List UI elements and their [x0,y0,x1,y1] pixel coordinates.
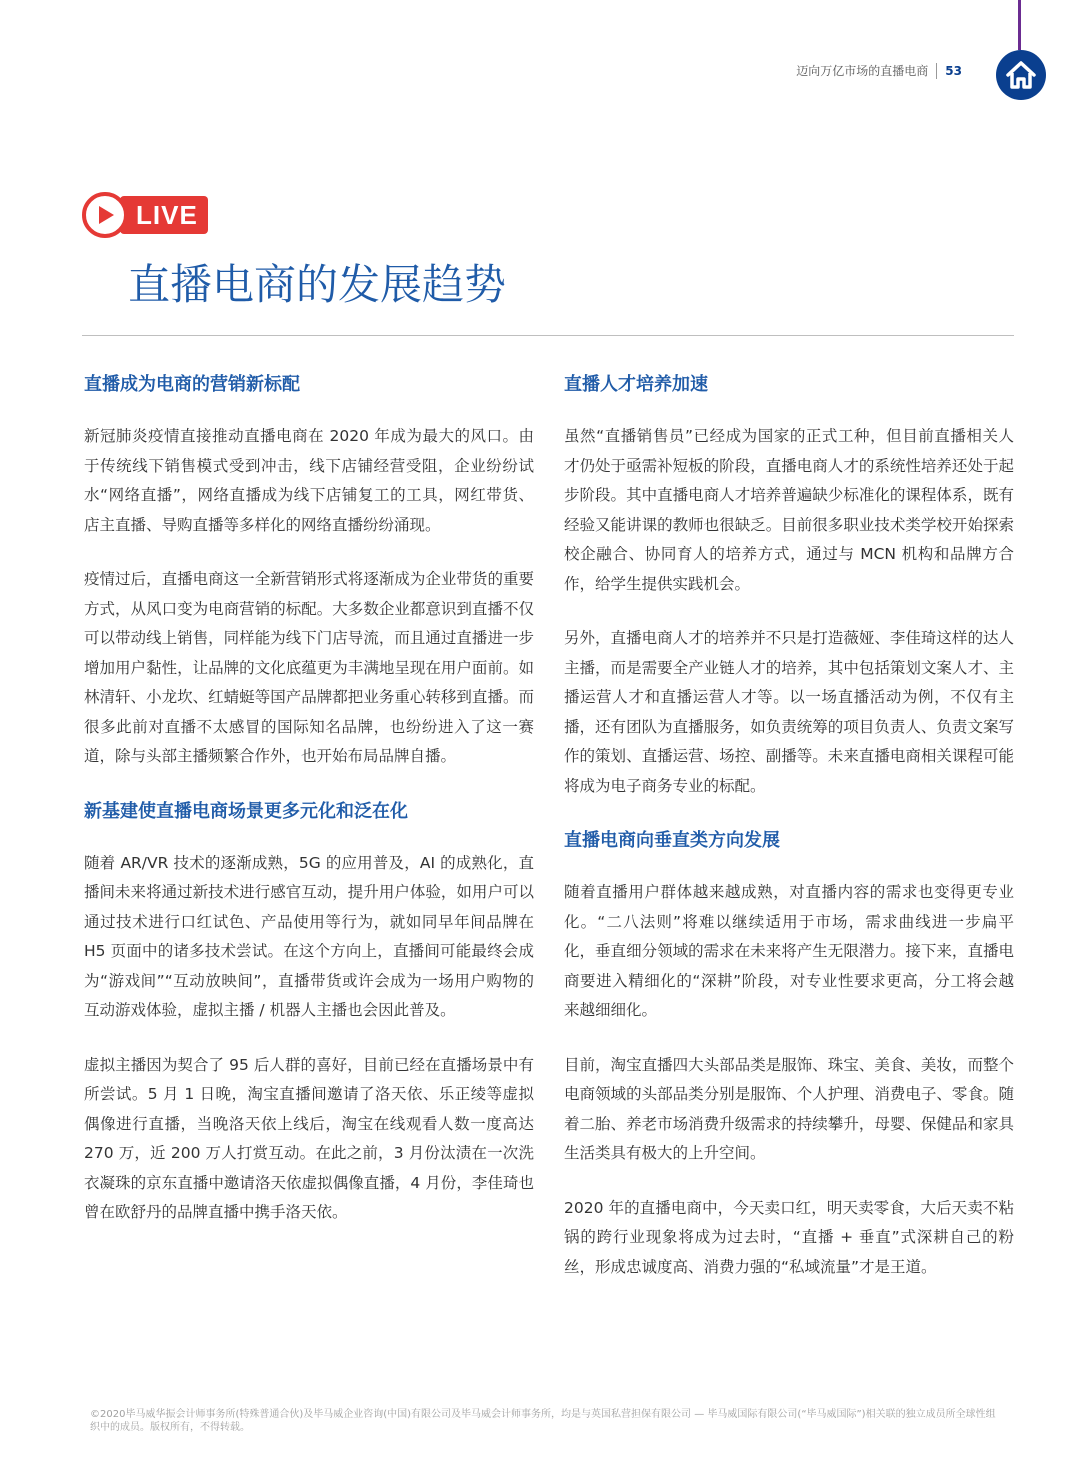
page-title: 直播电商的发展趋势 [128,260,507,309]
section-heading: 新基建使直播电商场景更多元化和泛在化 [84,800,408,822]
paragraph: 目前，淘宝直播四大头部品类是服饰、珠宝、美食、美妆，而整个电商领域的头部品类分别是服饰、个人护理、消费电子、零食。随着二胎、养老市场消费升级需求的持续攀升，母婴、保健品和家具生活类具有极大的上升空间。 [564,1055,1014,1162]
page-number: 53 [945,63,962,78]
paragraph: 2020 年的直播电商中，今天卖口红，明天卖零食，大后天卖不粘锅的跨行业现象将成为过去时，“直播 + 垂直”式深耕自己的粉丝，形成忠诚度高、消费力强的“私域流量”才是王道。 [564,1198,1014,1276]
section-heading: 直播电商向垂直类方向发展 [564,830,780,851]
paragraph: 疫情过后，直播电商这一全新营销形式将逐渐成为企业带货的重要方式，从风口变为电商营销的标配。大多数企业都意识到直播不仅可以带动线上销售，同样能为线下门店导流，而且通过直播进一步增加用户黏性，让品牌的文化底蕴更为丰满地呈现在用户面前。如林清轩、小龙坎、红蜻蜓等国产品牌都把业务重心转移到直播。而很多此前对直播不太感冒的国际知名品牌，也纷纷进入了这一赛道，除与头部主播频繁合作外，也开始布局品牌自播。 [84,570,534,765]
paragraph: 随着 AR/VR 技术的逐渐成熟，5G 的应用普及，AI 的成熟化，直播间未来将通过新技术进行感官互动，提升用户体验，如用户可以通过技术进行口红试色、产品使用等行为，就如同早年间品牌在 H5 页面中的诸多技术尝试。在这个方向上，直播间可能最终会成为“游戏间”“互动放映间”，直播带货或许会成为一场用户购物的互动游戏体验，虚拟主播 / 机器人主播也会因此普及。 [84,853,534,1019]
running-title: 迈向万亿市场的直播电商 [796,64,929,78]
home-button[interactable] [996,50,1046,100]
paragraph: 另外，直播电商人才的培养并不只是打造薇娅、李佳琦这样的达人主播，而是需要全产业链人才的培养，其中包括策划文案人才、主播运营人才和直播运营人才等。以一场直播活动为例，不仅有主播，还有团队为直播服务，如负责统筹的项目负责人、负责文案写作的策划、直播运营、场控、副播等。未来直播电商相关课程可能将成为电子商务专业的标配。 [564,629,1014,795]
live-badge [82,192,208,238]
left-column [84,370,534,1228]
section-heading: 直播人才培养加速 [564,374,708,395]
paragraph: 新冠肺炎疫情直接推动直播电商在 2020 年成为最大的风口。由于传统线下销售模式受到冲击，线下店铺经营受阻，企业纷纷试水“网络直播”，网络直播成为线下店铺复工的工具，网红带货、店主直播、导购直播等多样化的网络直播纷纷涌现。 [84,427,534,534]
play-icon [82,192,128,238]
home-icon [1004,58,1038,92]
paragraph: 虽然“直播销售员”已经成为国家的正式工种，但目前直播相关人才仍处于亟需补短板的阶段，直播电商人才的系统性培养还处于起步阶段。其中直播电商人才培养普遍缺少标准化的课程体系，既有经验又能讲课的教师也很缺乏。目前很多职业技术类学校开始探索校企融合、协同育人的培养方式，通过与 MCN 机构和品牌方合作，给学生提供实践机会。 [564,427,1014,593]
copyright-footer: ©2020毕马威华振会计师事务所(特殊普通合伙)及毕马威企业咨询(中国)有限公司及毕马威会计师事务所，均是与英国私营担保有限公司 — 毕马威国际有限公司(“毕马威国际”)相关联的独立成员所全球性组织中的成员。版权所有，不得转载。 [90,1409,996,1433]
running-header [796,62,962,79]
paragraph: 随着直播用户群体越来越成熟，对直播内容的需求也变得更专业化。“二八法则”将难以继续适用于市场，需求曲线进一步扁平化，垂直细分领域的需求在未来将产生无限潜力。接下来，直播电商要进入精细化的“深耕”阶段，对专业性要求更高，分工将会越来越细细化。 [564,883,1014,1019]
paragraph: 虚拟主播因为契合了 95 后人群的喜好，目前已经在直播场景中有所尝试。5 月 1 日晚，淘宝直播间邀请了洛天依、乐正绫等虚拟偶像进行直播，当晚洛天依上线后，淘宝在线观看人数一度高达 270 万，近 200 万人打赏互动。在此之前，3 月份汰渍在一次洗衣凝珠的京东直播中邀请洛天依虚拟偶像直播，4 月份，李佳琦也曾在欧舒丹的品牌直播中携手洛天依。 [84,1055,534,1221]
section-heading: 直播成为电商的营销新标配 [84,374,300,395]
title-divider [82,335,1014,336]
live-label: LIVE [120,196,208,234]
header-divider [936,63,937,79]
header-accent-line [1018,0,1021,50]
right-column [564,370,1014,1282]
